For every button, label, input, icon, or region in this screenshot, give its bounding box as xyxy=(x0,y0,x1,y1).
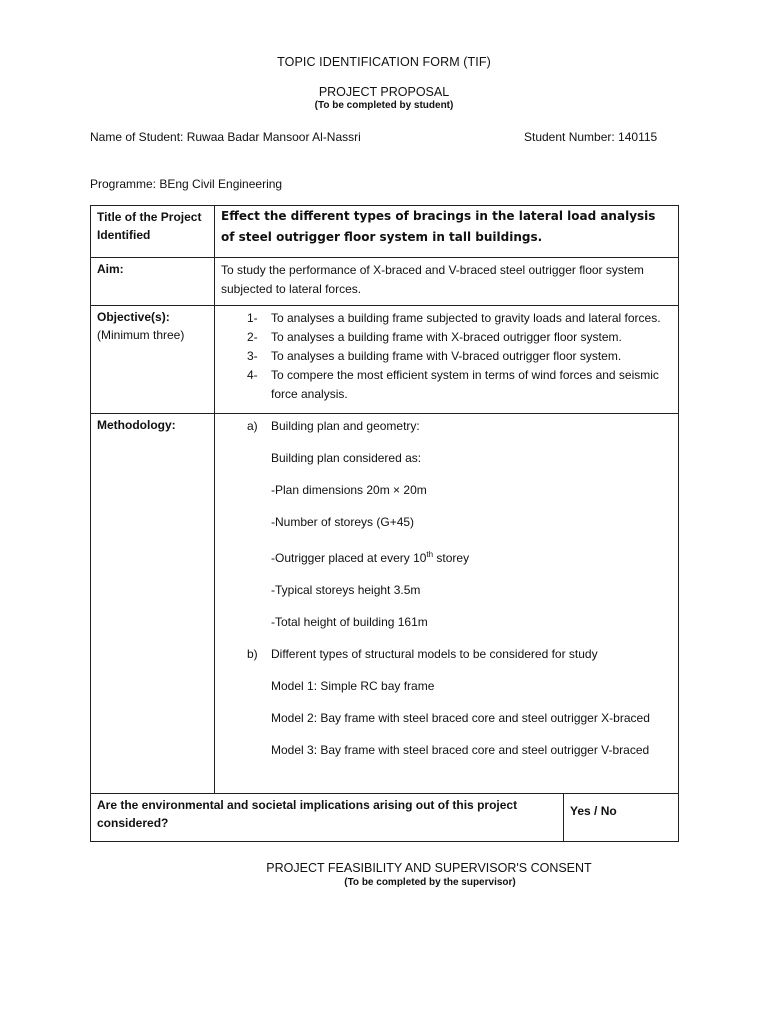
aim-row xyxy=(91,258,679,306)
objectives-list xyxy=(221,309,672,404)
objectives-label-text: Objective(s): xyxy=(97,310,170,324)
methodology-a xyxy=(221,417,672,436)
list-item: Building plan considered as: xyxy=(271,451,422,465)
title-cell xyxy=(215,206,679,258)
proposal-table xyxy=(90,205,679,842)
item-number: 1- xyxy=(247,311,258,325)
item-number: 4- xyxy=(247,368,258,382)
implications-row xyxy=(91,794,679,842)
item-marker: a) xyxy=(247,419,258,433)
list-item: -Total height of building 161m xyxy=(271,615,428,629)
objectives-label xyxy=(91,306,215,414)
title-label xyxy=(91,206,215,258)
item-text: To analyses a building frame subjected to gravity loads and lateral forces. xyxy=(271,311,661,325)
item-text: To analyses a building frame with V-braced outrigger floor system. xyxy=(271,349,622,363)
objectives-row xyxy=(91,306,679,414)
outrigger-sup: th xyxy=(426,550,434,559)
objectives-sub: (Minimum three) xyxy=(97,328,185,342)
list-item: -Plan dimensions 20m × 20m xyxy=(271,483,427,497)
list-item: -Number of storeys (G+45) xyxy=(271,515,415,529)
methodology-cell xyxy=(215,414,679,794)
outrigger-suffix: storey xyxy=(433,551,470,565)
title-value: Effect the different types of bracings in the lateral load analysis of steel outrigger floor system in tall buildings. xyxy=(221,209,656,244)
footer-section-title: PROJECT FEASIBILITY AND SUPERVISOR'S CONSENT xyxy=(266,861,592,875)
aim-value: To study the performance of X-braced and V-braced steel outrigger floor system subjected to lateral forces. xyxy=(215,258,679,306)
list-item xyxy=(221,309,672,328)
title-row xyxy=(91,206,679,258)
student-name: Name of Student: Ruwaa Badar Mansoor Al-Nassri xyxy=(90,130,361,144)
methodology-label xyxy=(91,414,215,794)
aim-label-text: Aim: xyxy=(97,262,124,276)
section-title: PROJECT PROPOSAL xyxy=(318,85,450,99)
footer-section-note: (To be completed by the supervisor) xyxy=(344,877,516,888)
section-note: (To be completed by student) xyxy=(314,100,454,111)
student-number: Student Number: 140115 xyxy=(524,130,658,144)
implications-question: Are the environmental and societal implications arising out of this project considered? xyxy=(91,794,564,842)
item-text: To compere the most efficient system in terms of wind forces and seismic force analysis. xyxy=(271,368,659,401)
list-item xyxy=(221,347,672,366)
objectives-cell xyxy=(215,306,679,414)
item-heading: Different types of structural models to be considered for study xyxy=(271,647,598,661)
methodology-row xyxy=(91,414,679,794)
methodology-b xyxy=(221,645,672,664)
programme: Programme: BEng Civil Engineering xyxy=(90,177,283,191)
aim-label xyxy=(91,258,215,306)
item-marker: b) xyxy=(247,647,258,661)
item-number: 2- xyxy=(247,330,258,344)
item-number: 3- xyxy=(247,349,258,363)
list-item xyxy=(221,545,672,568)
item-text: To analyses a building frame with X-braced outrigger floor system. xyxy=(271,330,622,344)
list-item: Model 3: Bay frame with steel braced core and steel outrigger V-braced xyxy=(271,743,650,757)
implications-answer[interactable]: Yes / No xyxy=(564,794,679,842)
list-item: Model 2: Bay frame with steel braced core and steel outrigger X-braced xyxy=(271,711,650,725)
list-item: -Typical storeys height 3.5m xyxy=(271,583,421,597)
list-item xyxy=(221,328,672,347)
outrigger-prefix: -Outrigger placed at every 10 xyxy=(271,551,427,565)
item-heading: Building plan and geometry: xyxy=(271,419,420,433)
list-item: Model 1: Simple RC bay frame xyxy=(271,679,435,693)
methodology-label-text: Methodology: xyxy=(97,418,176,432)
list-item xyxy=(221,366,672,404)
title-label-text: Title of the Project Identified xyxy=(97,210,202,242)
form-title: TOPIC IDENTIFICATION FORM (TIF) xyxy=(277,55,491,69)
